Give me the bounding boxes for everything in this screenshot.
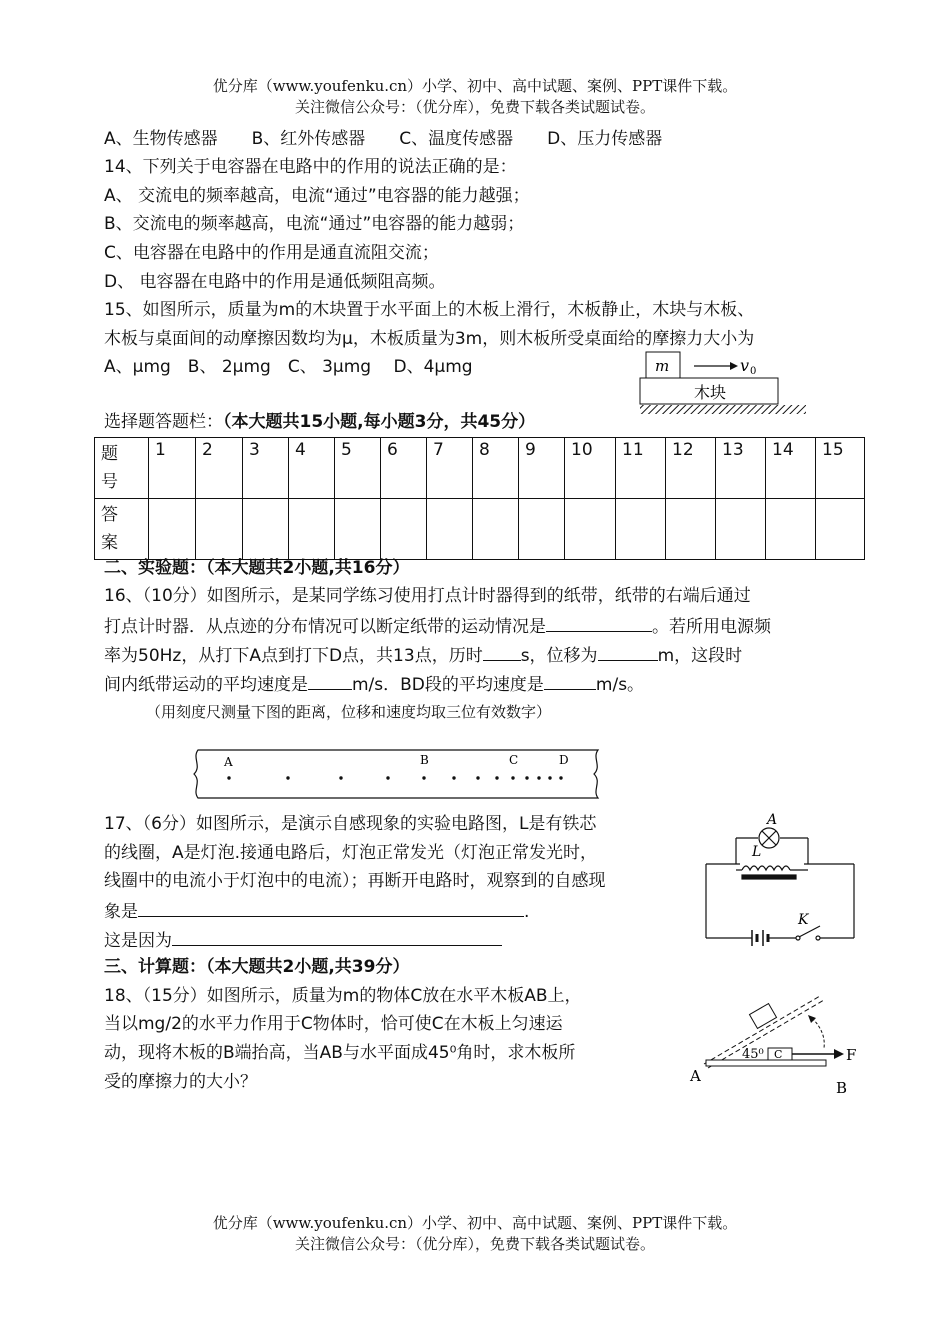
- block-c-label: C: [774, 1048, 783, 1061]
- rotation-arc: [812, 1018, 824, 1048]
- coil-icon: [736, 859, 808, 879]
- answer-cell[interactable]: [766, 499, 816, 560]
- tape-dot: [559, 776, 562, 779]
- q16-line-4: [104, 671, 644, 697]
- q-number-cell: 12: [666, 438, 716, 499]
- q18-line-4: 受的摩擦力的大小？: [104, 1072, 257, 1092]
- q-number-cell: 11: [616, 438, 666, 499]
- q-number-cell: 8: [473, 438, 519, 499]
- table-hatch: [640, 405, 806, 414]
- tape-label-b: B: [420, 753, 429, 767]
- answer-cell[interactable]: [716, 499, 766, 560]
- q-number-cell: 4: [289, 438, 335, 499]
- lamp-icon: [759, 828, 779, 848]
- q-number-cell: 7: [427, 438, 473, 499]
- tape-dot: [227, 776, 230, 779]
- q13-options: A、生物传感器 B、红外传感器 C、温度传感器 D、压力传感器: [104, 129, 663, 149]
- section-3-title: 三、计算题：: [104, 957, 206, 977]
- q16-line-4a: 间内纸带运动的平均速度是: [104, 675, 308, 695]
- tape-dot: [548, 776, 551, 779]
- answer-cell[interactable]: [519, 499, 565, 560]
- q14-stem: 14、下列关于电容器在电路中的作用的说法正确的是：: [104, 157, 517, 177]
- answer-cell[interactable]: [427, 499, 473, 560]
- answer-bar-note: （本大题共15小题,每小题3分，共45分）: [223, 412, 536, 432]
- answer-cell[interactable]: [666, 499, 716, 560]
- section-2-title: 二、实验题：: [104, 558, 206, 578]
- q17-blank-reason[interactable]: [172, 927, 502, 946]
- battery-icon: [752, 930, 768, 946]
- q16-line-3c: m，这段时: [657, 646, 743, 666]
- q16-line-4c: m/s。: [595, 675, 645, 695]
- answer-cell[interactable]: [816, 499, 865, 560]
- point-a-label: A: [690, 1067, 701, 1085]
- q17-line-3: 线圈中的电流小于灯泡中的电流）；再断开电路时，观察到的自感现: [104, 871, 606, 891]
- answer-bar-label: 选择题答题栏：: [104, 412, 223, 432]
- answer-cell[interactable]: [473, 499, 519, 560]
- row-label-a: 题: [101, 444, 118, 464]
- q17-blank-phenomenon[interactable]: [138, 898, 524, 917]
- answer-cell[interactable]: [149, 499, 196, 560]
- tape-label-d: D: [559, 753, 569, 767]
- switch-label: K: [798, 912, 809, 928]
- tape-dot: [452, 776, 455, 779]
- q16-line-3a: 率为50Hz，从打下A点到打下D点，共13点，历时: [104, 646, 483, 666]
- answer-cell[interactable]: [381, 499, 427, 560]
- q-number-cell: 5: [335, 438, 381, 499]
- q-number-cell: 6: [381, 438, 427, 499]
- velocity-subscript: 0: [750, 366, 757, 377]
- tape-dot: [537, 776, 540, 779]
- q16-line-2: [104, 613, 771, 639]
- q15-line-1: 15、如图所示，质量为m的木块置于水平面上的木板上滑行，木板静止，木块与木板、: [104, 300, 755, 320]
- answer-cell[interactable]: [243, 499, 289, 560]
- q14-option-d: D、 电容器在电路中的作用是通低频阻高频。: [104, 272, 446, 292]
- force-label: F: [846, 1046, 857, 1064]
- q-number-cell: 13: [716, 438, 766, 499]
- tape-dot: [339, 776, 342, 779]
- q16-blank-avg-velocity[interactable]: [308, 671, 352, 690]
- q16-line-4b: m/s．BD段的平均速度是: [352, 675, 544, 695]
- answer-cell[interactable]: [289, 499, 335, 560]
- q18-line-3: 动，现将木板的B端抬高，当AB与水平面成45⁰角时，求木板所: [104, 1043, 576, 1063]
- section-3-note: （本大题共2小题,共39分）: [206, 957, 410, 977]
- footer-line-1: 优分库（www.youfenku.cn）小学、初中、高中试题、案例、PPT课件下载。: [212, 1214, 738, 1232]
- q16-blank-time[interactable]: [483, 642, 521, 661]
- q-number-cell: 14: [766, 438, 816, 499]
- header-line-2: 关注微信公众号：（优分库），免费下载各类试题试卷。: [294, 98, 655, 116]
- section-3-heading: [104, 955, 409, 979]
- incline-block: [749, 1004, 776, 1029]
- answer-cell[interactable]: [565, 499, 616, 560]
- answer-table: [94, 437, 865, 560]
- q18-line-2: 当以mg/2的水平力作用于C物体时，恰可使C在木板上匀速运: [104, 1014, 563, 1034]
- q17-line-4a: 象是: [104, 902, 138, 922]
- q17-line-5a: 这是因为: [104, 931, 172, 951]
- horizontal-board: [706, 1060, 826, 1066]
- q16-line-2a: 打点计时器．从点迹的分布情况可以断定纸带的运动情况是: [104, 617, 546, 637]
- coil-label: L: [752, 844, 762, 860]
- q16-line-3b: s，位移为: [520, 646, 598, 666]
- q17-line-1: 17、（6分）如图所示，是演示自感现象的实验电路图，L是有铁芯: [104, 814, 597, 834]
- velocity-label: v: [740, 356, 750, 375]
- q16-line-2b: 。若所用电源频: [652, 617, 771, 637]
- incline-figure: [686, 988, 866, 1100]
- footer-line-2: 关注微信公众号：（优分库），免费下载各类试题试卷。: [294, 1235, 655, 1253]
- q17-line-4: [104, 898, 529, 924]
- tape-label-a: A: [224, 755, 233, 769]
- q16-blank-displacement[interactable]: [598, 642, 658, 661]
- q14-option-c: C、电容器在电路中的作用是通直流阻交流；: [104, 243, 439, 263]
- q-number-cell: 1: [149, 438, 196, 499]
- q18-line-1: 18、（15分）如图所示，质量为m的物体C放在水平木板AB上，: [104, 986, 582, 1006]
- q-number-cell: 9: [519, 438, 565, 499]
- q15-block-figure: [636, 348, 812, 420]
- tape-dot: [476, 776, 479, 779]
- tape-dot: [495, 776, 498, 779]
- tape-dot: [525, 776, 528, 779]
- q16-line-3: [104, 642, 742, 668]
- answer-cell[interactable]: [335, 499, 381, 560]
- angle-label: 45⁰: [742, 1047, 764, 1062]
- tape-dot: [286, 776, 289, 779]
- q17-line-4b: .: [524, 902, 530, 922]
- board-label: 木块: [694, 383, 727, 402]
- switch-icon: [796, 926, 820, 940]
- lamp-label: A: [767, 812, 778, 828]
- point-b-label: B: [836, 1079, 848, 1097]
- paper-tape: [194, 750, 598, 798]
- tape-dot: [386, 776, 389, 779]
- header-line-1: 优分库（www.youfenku.cn）小学、初中、高中试题、案例、PPT课件下载。: [212, 77, 738, 95]
- q17-line-5: [104, 927, 502, 953]
- tape-dot: [511, 776, 514, 779]
- answer-row-label: [95, 499, 149, 560]
- tape-dot: [422, 776, 425, 779]
- q14-option-a: A、 交流电的频率越高，电流“通过”电容器的能力越强；: [104, 186, 530, 206]
- section-2-heading: [104, 556, 409, 580]
- block-m-label: m: [655, 357, 670, 375]
- section-2-note: （本大题共2小题,共16分）: [206, 558, 410, 578]
- number-row-label: [95, 438, 149, 499]
- q16-blank-motion[interactable]: [546, 613, 652, 632]
- self-inductance-circuit: [700, 812, 860, 946]
- q16-line-1: 16、（10分）如图所示，是某同学练习使用打点计时器得到的纸带，纸带的右端后通过: [104, 586, 751, 606]
- answer-table-answer-row: [95, 499, 865, 560]
- row-label-b: 号: [101, 472, 118, 492]
- q-number-cell: 2: [196, 438, 243, 499]
- paper-tape-figure: [188, 746, 608, 802]
- q15-line-2: 木板与桌面间的动摩擦因数均为μ，木板质量为3m，则木板所受桌面给的摩擦力大小为: [104, 329, 755, 349]
- answer-cell[interactable]: [196, 499, 243, 560]
- q15-options: A、μmg B、 2μmg C、 3μmg D、4μmg: [104, 357, 473, 377]
- q17-line-2: 的线圈，A是灯泡.接通电路后，灯泡正常发光（灯泡正常发光时，: [104, 843, 598, 863]
- q14-option-b: B、交流电的频率越高，电流“通过”电容器的能力越弱；: [104, 214, 525, 234]
- q-number-cell: 3: [243, 438, 289, 499]
- row-label-a: 答: [101, 505, 118, 525]
- answer-table-number-row: [95, 438, 865, 499]
- q-number-cell: 10: [565, 438, 616, 499]
- answer-bar-title: [104, 410, 535, 434]
- tape-label-c: C: [509, 753, 519, 767]
- q16-blank-bd-velocity[interactable]: [544, 671, 596, 690]
- answer-cell[interactable]: [616, 499, 666, 560]
- row-label-b: 案: [101, 533, 118, 553]
- q16-note: （用刻度尺测量下图的距离，位移和速度均取三位有效数字）: [146, 703, 552, 721]
- q-number-cell: 15: [816, 438, 865, 499]
